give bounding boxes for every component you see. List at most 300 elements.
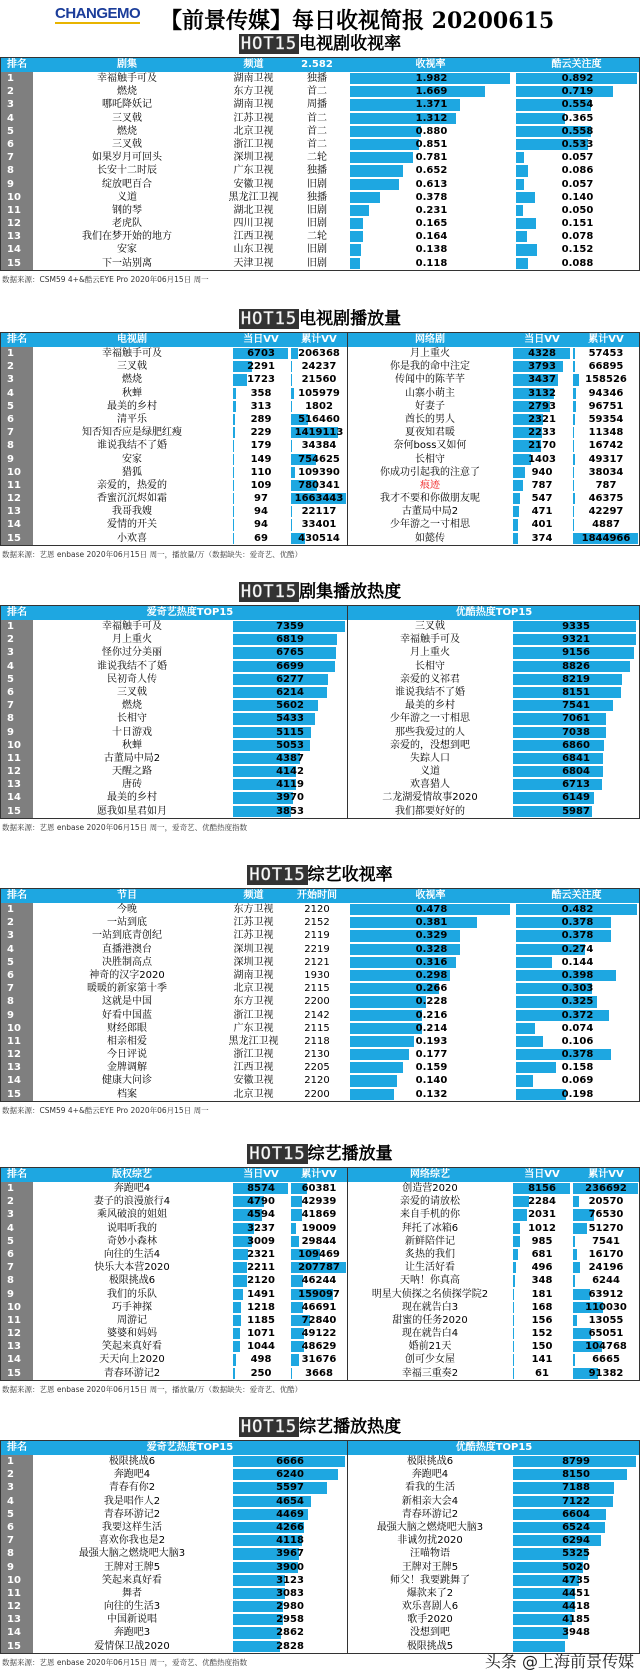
iqiyi-heat (233, 791, 347, 804)
data-source-note: 数据来源：艺恩 enbase 2020年06月15日 周一，播放量/万（数据缺失：爱奇艺、优酷） (2, 549, 303, 559)
broadcast-info: 独播 (307, 165, 327, 177)
iqiyi-heat (233, 1534, 347, 1547)
program-name: 三叉戟 (117, 361, 147, 373)
rating (350, 903, 513, 916)
total-vv (291, 492, 347, 505)
net-daily-vv (513, 1235, 571, 1248)
youku-program-name: 爆款来了2 (406, 1587, 454, 1599)
total-vv (291, 387, 347, 400)
total-vv-bar (291, 1368, 292, 1379)
attention-value: 0.078 (561, 231, 594, 243)
header-net-daily: 当日VV (524, 334, 560, 345)
attention (516, 969, 639, 982)
attention-bar (516, 1089, 566, 1100)
net-total-vv-value: 24196 (588, 1262, 624, 1274)
table-row (1, 413, 639, 426)
total-vv (291, 1301, 347, 1314)
header-iqiyi: 爱奇艺热度TOP15 (146, 607, 234, 618)
rank-number: 2 (1, 1195, 33, 1208)
iqiyi-heat-value: 2828 (276, 1640, 304, 1652)
program-name: 今日评说 (107, 1049, 147, 1061)
table-row (1, 1340, 639, 1353)
daily-vv-value: 289 (250, 413, 272, 425)
total-vv (291, 1274, 347, 1287)
net-total-vv-bar (573, 1354, 575, 1365)
net-total-vv (573, 1288, 639, 1301)
net-program-name: 夏夜知君暖 (405, 427, 455, 439)
net-total-vv-value: 51270 (588, 1222, 624, 1234)
attention-bar (516, 1075, 533, 1086)
net-total-vv-bar (573, 1223, 587, 1234)
net-daily-vv-value: 547 (531, 493, 553, 505)
net-total-vv (573, 1261, 639, 1274)
program-name: 向往的生活4 (103, 1248, 161, 1260)
daily-vv-value: 179 (250, 440, 272, 452)
rating-value: 0.216 (415, 1009, 448, 1021)
net-daily-vv-bar (513, 1249, 518, 1260)
header-rank: 排名 (1, 58, 33, 72)
net-daily-vv (513, 387, 571, 400)
total-vv (291, 466, 347, 479)
table-row (1, 1508, 639, 1521)
program-name: 下一站别离 (102, 257, 152, 269)
rank-number: 8 (1, 995, 33, 1008)
rating-bar (350, 1049, 409, 1060)
table-row (1, 1288, 639, 1301)
total-vv (291, 453, 347, 466)
rank-number: 13 (1, 1061, 33, 1074)
daily-vv-value: 69 (254, 532, 268, 544)
attention-value: 0.303 (561, 983, 594, 995)
table-row (1, 347, 639, 360)
logo: CHANGEMO (55, 5, 141, 22)
net-total-vv-value: 66895 (588, 361, 624, 373)
header-youku: 优酷热度TOP15 (455, 607, 533, 618)
total-vv (291, 532, 347, 545)
rank-number: 3 (1, 929, 33, 942)
net-total-vv-bar (573, 480, 574, 491)
rank-number: 3 (1, 1208, 33, 1221)
daily-vv (233, 413, 289, 426)
total-vv-value: 1802 (305, 400, 333, 412)
program-name: 快乐大本营2020 (94, 1262, 170, 1274)
net-daily-vv-value: 348 (531, 1275, 553, 1287)
table-row (1, 112, 639, 125)
net-daily-vv (513, 1367, 571, 1380)
attention-value: 0.069 (561, 1075, 594, 1087)
rating-bar (350, 1075, 397, 1086)
youku-heat (513, 1613, 639, 1626)
net-daily-vv-value: 2284 (528, 1196, 556, 1208)
header-iqiyi: 爱奇艺热度TOP15 (146, 1442, 234, 1453)
daily-vv-bar (233, 1262, 247, 1273)
youku-heat-value: 9156 (562, 647, 590, 659)
youku-heat (513, 805, 639, 818)
iqiyi-heat-value: 5433 (276, 713, 304, 725)
net-program-name: 我才不要和你做朋友呢 (380, 493, 480, 505)
net-daily-vv (513, 479, 571, 492)
program-name: 小欢喜 (117, 532, 147, 544)
total-vv-value: 206368 (298, 348, 340, 359)
total-vv (291, 1182, 347, 1195)
daily-vv-value: 110 (250, 466, 272, 478)
net-total-vv-bar (573, 1275, 575, 1286)
rating-bar (350, 1062, 403, 1073)
net-total-vv-bar (573, 401, 576, 412)
iqiyi-heat (233, 1468, 347, 1481)
attention (516, 257, 639, 270)
iqiyi-program-name: 怪你过分美丽 (102, 647, 162, 659)
total-vv-bar (291, 1209, 302, 1220)
attention-value: 0.198 (561, 1088, 594, 1100)
table-row (1, 1587, 639, 1600)
attention (516, 903, 639, 916)
net-daily-vv (513, 400, 571, 413)
iqiyi-heat-bar (233, 1641, 280, 1652)
youku-program-name: 失踪人口 (410, 752, 450, 764)
net-total-vv (573, 518, 639, 531)
total-vv (291, 1314, 347, 1327)
section-title-text: 综艺播放热度 (299, 1417, 402, 1437)
iqiyi-program-name: 奔跑吧3 (113, 1627, 151, 1639)
net-total-vv-bar (573, 1262, 580, 1273)
total-vv-value: 1419113 (294, 427, 344, 439)
net-daily-vv (513, 1222, 571, 1235)
iqiyi-heat-value: 4469 (276, 1508, 304, 1520)
attention-bar (516, 1023, 535, 1034)
youku-program-name: 汪喵物语 (410, 1548, 450, 1560)
iqiyi-heat (233, 726, 347, 739)
rank-number: 9 (1, 453, 33, 466)
net-daily-vv-value: 1012 (528, 1222, 556, 1234)
daily-vv-value: 498 (250, 1354, 272, 1366)
youku-heat-value: 4735 (562, 1574, 590, 1586)
rank-number: 12 (1, 492, 33, 505)
rating-bar (350, 179, 399, 190)
net-program-name: 来自手机的你 (400, 1209, 460, 1221)
table-row (1, 1182, 639, 1195)
total-vv-value: 754625 (298, 453, 340, 465)
data-source-note: 数据来源：艺恩 enbase 2020年06月15日 周一，播放量/万（数据缺失：爱奇艺、优酷） (2, 1384, 303, 1394)
rating-value: 0.266 (415, 983, 448, 995)
total-vv-value: 46244 (301, 1275, 337, 1287)
net-total-vv-value: 1844966 (581, 532, 631, 544)
table-row (1, 532, 639, 545)
header-total: 累计VV (301, 334, 337, 345)
youku-heat (513, 660, 639, 673)
iqiyi-program-name: 民初奇人传 (107, 673, 157, 685)
youku-program-name: 极限挑战6 (406, 1456, 454, 1467)
net-total-vv-value: 49317 (588, 453, 624, 465)
rank-number: 15 (1, 532, 33, 545)
table-row (1, 1613, 639, 1626)
header-name: 节目 (117, 890, 137, 901)
rank-number: 7 (1, 426, 33, 439)
iqiyi-heat (233, 805, 347, 818)
rating-bar (350, 258, 360, 269)
youku-heat (513, 1495, 639, 1508)
youku-heat-value: 8826 (562, 660, 590, 672)
header-net-daily: 当日VV (524, 1169, 560, 1180)
attention-bar (516, 205, 523, 216)
net-daily-vv (513, 1274, 571, 1287)
net-total-vv-value: 59354 (588, 413, 624, 425)
net-program-name: 现在就告白4 (401, 1328, 459, 1340)
daily-vv-bar (233, 1341, 240, 1352)
youku-heat-value: 6524 (562, 1521, 590, 1533)
program-name: 直播港澳台 (102, 943, 152, 955)
daily-vv (233, 532, 289, 545)
section-title-text: 电视剧播放量 (299, 309, 402, 329)
net-total-vv (573, 373, 639, 386)
daily-vv-bar (233, 1249, 248, 1260)
attention (516, 125, 639, 138)
rank-number: 15 (1, 805, 33, 818)
total-vv-bar (291, 361, 292, 372)
net-program-name: 山寨小萌主 (405, 387, 455, 399)
header-daily: 当日VV (243, 1169, 279, 1180)
iqiyi-heat (233, 699, 347, 712)
program-name: 周游记 (117, 1314, 147, 1326)
rank-number: 5 (1, 673, 33, 686)
youku-program-name: 我们都要好好的 (395, 805, 465, 817)
net-total-vv-value: 4887 (592, 519, 620, 531)
youku-heat (513, 712, 639, 725)
broadcast-info: 2115 (304, 1022, 330, 1034)
net-total-vv-value: 16170 (588, 1248, 624, 1260)
table-row (1, 739, 639, 752)
net-daily-vv-bar (513, 1368, 514, 1379)
net-daily-vv-value: 2170 (528, 440, 556, 452)
net-daily-vv-value: 681 (531, 1248, 553, 1260)
channel: 深圳卫视 (233, 943, 274, 955)
net-program-name: 让生活好看 (405, 1262, 455, 1274)
rank-number: 13 (1, 1613, 33, 1626)
rank-number: 6 (1, 969, 33, 982)
broadcast-info: 首二 (307, 138, 327, 150)
column-divider (347, 1441, 348, 1653)
total-vv-value: 29844 (301, 1235, 337, 1247)
table-row (1, 1261, 639, 1274)
net-daily-vv (513, 518, 571, 531)
youku-program-name: 青春环游记2 (401, 1508, 459, 1520)
rating (350, 929, 513, 942)
youku-heat (513, 778, 639, 791)
table-row (1, 1455, 639, 1468)
rating-value: 1.371 (415, 99, 448, 111)
attention (516, 151, 639, 164)
net-total-vv-bar (573, 467, 574, 478)
total-vv-value: 207787 (298, 1262, 340, 1274)
net-program-name: 酋长的男人 (405, 413, 455, 425)
iqiyi-program-name: 最美的乡村 (107, 792, 157, 804)
rating (350, 191, 513, 204)
program-name: 奇妙小森林 (107, 1235, 157, 1247)
net-daily-vv-value: 4328 (528, 348, 556, 359)
net-daily-vv (513, 1182, 571, 1195)
data-table (0, 888, 640, 1102)
table-row (1, 1088, 639, 1101)
total-vv-bar (291, 440, 292, 451)
iqiyi-heat-value: 5053 (276, 739, 304, 751)
net-program-name: 月上重火 (410, 348, 450, 359)
broadcast-info: 2115 (304, 983, 330, 995)
youku-heat (513, 791, 639, 804)
rank-number: 11 (1, 204, 33, 217)
table-row (1, 1009, 639, 1022)
net-daily-vv-value: 152 (531, 1328, 553, 1340)
net-total-vv-value: 6244 (592, 1275, 620, 1287)
program-name: 如果岁月可回头 (92, 152, 162, 164)
program-name: 安家 (117, 244, 137, 256)
net-daily-vv (513, 1288, 571, 1301)
rank-number: 7 (1, 699, 33, 712)
iqiyi-heat-value: 3083 (276, 1587, 304, 1599)
header-attention: 酷云关注度 (551, 59, 602, 70)
table-row (1, 903, 639, 916)
table-row (1, 360, 639, 373)
attention-value: 0.482 (561, 904, 594, 915)
daily-vv-bar (233, 506, 234, 517)
table-row (1, 217, 639, 230)
youku-heat-value: 4418 (562, 1601, 590, 1613)
header-rank: 排名 (1, 606, 33, 620)
rating-value: 0.164 (415, 231, 448, 243)
rank-number: 7 (1, 1261, 33, 1274)
section-title (0, 31, 640, 57)
iqiyi-program-name: 最强大脑之燃烧吧大脑3 (78, 1548, 186, 1560)
table-row (1, 85, 639, 98)
rank-number: 5 (1, 1235, 33, 1248)
attention (516, 956, 639, 969)
net-total-vv (573, 466, 639, 479)
rating-value: 0.231 (415, 204, 448, 216)
broadcast-info: 1930 (304, 969, 330, 981)
header-net-name: 网络剧 (415, 334, 445, 345)
attention-bar (516, 152, 524, 163)
table-row (1, 257, 639, 270)
youku-program-name: 月上重火 (410, 647, 450, 659)
net-daily-vv (513, 1340, 571, 1353)
rating-bar (350, 244, 361, 255)
net-total-vv-bar (573, 427, 574, 438)
youku-program-name: 少年游之一寸相思 (390, 713, 470, 725)
rating-bar (350, 1089, 394, 1100)
total-vv-value: 19009 (301, 1222, 337, 1234)
daily-vv (233, 1353, 289, 1366)
table-row (1, 373, 639, 386)
net-total-vv-value: 96751 (588, 400, 624, 412)
channel: 江苏卫视 (233, 112, 274, 124)
attention-value: 0.152 (561, 244, 594, 256)
iqiyi-program-name: 青春环游记2 (103, 1508, 161, 1520)
rank-number: 2 (1, 916, 33, 929)
youku-heat-bar (513, 1627, 568, 1638)
youku-program-name: 最美的乡村 (405, 700, 455, 712)
program-name: 我们的乐队 (107, 1288, 157, 1300)
rank-number: 10 (1, 1301, 33, 1314)
rank-number: 2 (1, 85, 33, 98)
total-vv (291, 1327, 347, 1340)
total-vv-bar (291, 467, 295, 478)
program-name: 笑起来真好看 (102, 1341, 162, 1353)
total-vv (291, 518, 347, 531)
rank-number: 6 (1, 413, 33, 426)
rating (350, 1022, 513, 1035)
daily-vv-value: 2321 (247, 1248, 275, 1260)
header-attention: 酷云关注度 (551, 890, 602, 901)
iqiyi-heat (233, 646, 347, 659)
table-row (1, 1327, 639, 1340)
iqiyi-heat (233, 1495, 347, 1508)
net-total-vv (573, 505, 639, 518)
daily-vv-value: 1185 (247, 1314, 275, 1326)
rank-number: 7 (1, 982, 33, 995)
iqiyi-program-name: 青春有你2 (108, 1482, 156, 1494)
daily-vv (233, 400, 289, 413)
iqiyi-heat (233, 673, 347, 686)
table-row (1, 1495, 639, 1508)
channel: 东方卫视 (233, 904, 274, 915)
net-program-name: 炙热的我们 (405, 1248, 455, 1260)
total-vv-bar (291, 374, 292, 385)
daily-vv-bar (233, 480, 234, 491)
rank-number: 14 (1, 243, 33, 256)
net-daily-vv-value: 471 (531, 506, 553, 518)
rank-number: 3 (1, 646, 33, 659)
net-program-name: 亲爱的请放松 (400, 1196, 460, 1208)
program-name: 谁说我结不了婚 (97, 440, 167, 452)
youku-heat-value: 4185 (562, 1614, 590, 1626)
youku-heat-bar (513, 713, 606, 724)
iqiyi-heat-value: 4119 (276, 779, 304, 791)
attention-value: 0.274 (561, 943, 594, 955)
total-vv-value: 3668 (305, 1367, 333, 1379)
data-source-note: 数据来源：CSM59 4+&酷云EYE Pro 2020年06月15日 周一 (2, 1105, 209, 1115)
data-table (0, 332, 640, 546)
table-row (1, 439, 639, 452)
rank-number: 15 (1, 1640, 33, 1653)
header-rank: 排名 (1, 1441, 33, 1455)
iqiyi-heat-value: 6277 (276, 673, 304, 685)
net-total-vv (573, 360, 639, 373)
daily-vv (233, 373, 289, 386)
rank-number: 14 (1, 1074, 33, 1087)
daily-vv-value: 1723 (247, 374, 275, 386)
program-name: 说唱听我的 (107, 1222, 157, 1234)
program-name: 婆婆和妈妈 (107, 1328, 157, 1340)
daily-vv (233, 1301, 289, 1314)
rating-value: 0.880 (415, 125, 448, 137)
attention-bar (516, 244, 537, 255)
net-total-vv-value: 46375 (588, 493, 624, 505)
header-youku: 优酷热度TOP15 (455, 1442, 533, 1453)
net-total-vv-bar (573, 440, 574, 451)
rating-bar (350, 917, 477, 928)
table-header (1, 1168, 639, 1182)
daily-vv-bar (233, 1368, 235, 1379)
net-program-name: 婚前21天 (408, 1341, 452, 1353)
attention (516, 1022, 639, 1035)
table-header (1, 58, 639, 72)
program-name: 三叉戟 (112, 112, 142, 124)
broadcast-info: 2152 (304, 917, 330, 929)
daily-vv-bar (233, 467, 234, 478)
section-title (0, 862, 640, 888)
header-rating: 收视率 (415, 59, 446, 70)
rank-number: 15 (1, 257, 33, 270)
table-row (1, 1547, 639, 1560)
